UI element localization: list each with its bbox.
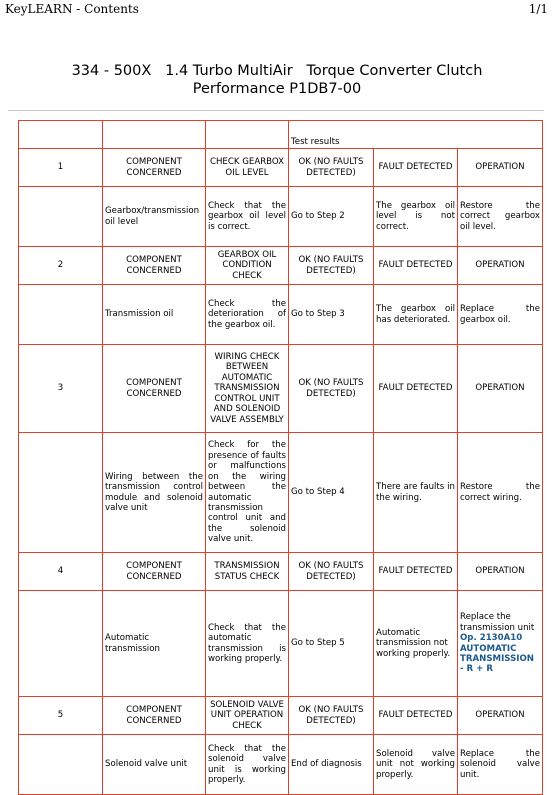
check-title: CHECK GEARBOX OIL LEVEL — [206, 149, 289, 187]
operation-label: OPERATION — [458, 149, 543, 187]
step-number: 2 — [19, 247, 103, 285]
operation-label: OPERATION — [458, 247, 543, 285]
detail-cell-empty — [19, 187, 103, 247]
component-concerned-label: COMPONENT CONCERNED — [103, 553, 206, 591]
header-cell-empty — [206, 121, 289, 149]
ok-label: OK (NO FAULTS DETECTED) — [289, 247, 374, 285]
component-name: Solenoid valve unit — [103, 735, 206, 795]
operation-description: Replace the solenoid valve unit. — [458, 735, 543, 795]
component-concerned-label: COMPONENT CONCERNED — [103, 345, 206, 433]
fault-description: There are faults in the wiring. — [374, 433, 458, 553]
window-title-bar — [0, 0, 554, 18]
header-cell-empty — [19, 121, 103, 149]
detail-cell-empty — [19, 591, 103, 697]
operation-label: OPERATION — [458, 345, 543, 433]
step-header-row — [19, 553, 543, 591]
component-name: Automatic transmission — [103, 591, 206, 697]
ok-action: Go to Step 4 — [289, 433, 374, 553]
fault-label: FAULT DETECTED — [374, 697, 458, 735]
check-title: SOLENOID VALVE UNIT OPERATION CHECK — [206, 697, 289, 735]
diagnostic-steps-table — [18, 120, 543, 795]
operation-label: OPERATION — [458, 553, 543, 591]
step-number: 5 — [19, 697, 103, 735]
step-header-row — [19, 697, 543, 735]
ok-label: OK (NO FAULTS DETECTED) — [289, 697, 374, 735]
ok-label: OK (NO FAULTS DETECTED) — [289, 149, 374, 187]
operation-description: Restore the correct gearbox oil level. — [458, 187, 543, 247]
step-detail-row — [19, 187, 543, 247]
check-title: GEARBOX OIL CONDITION CHECK — [206, 247, 289, 285]
operation-cell — [458, 591, 543, 697]
table-header-row — [19, 121, 543, 149]
operation-description: Restore the correct wiring. — [458, 433, 543, 553]
fault-description: Automatic transmission not working properly. — [374, 591, 458, 697]
step-number: 3 — [19, 345, 103, 433]
step-detail-row — [19, 433, 543, 553]
check-description: Check for the presence of faults or malfunctions on the wiring between the automatic transmission control unit and the solenoid valve unit. — [206, 433, 289, 553]
check-description: Check that the automatic transmission is working properly. — [206, 591, 289, 697]
detail-cell-empty — [19, 285, 103, 345]
component-concerned-label: COMPONENT CONCERNED — [103, 247, 206, 285]
step-number: 1 — [19, 149, 103, 187]
detail-cell-empty — [19, 735, 103, 795]
step-header-row — [19, 149, 543, 187]
step-header-row — [19, 247, 543, 285]
check-description: Check that the gearbox oil level is correct. — [206, 187, 289, 247]
page-counter: 1/1 — [528, 2, 548, 16]
header-cell-empty — [103, 121, 206, 149]
operation-reference-link[interactable]: Op. 2130A10 AUTOMATIC TRANSMISSION - R + R — [460, 633, 534, 675]
ok-action: Go to Step 2 — [289, 187, 374, 247]
fault-label: FAULT DETECTED — [374, 149, 458, 187]
app-title: KeyLEARN - Contents — [5, 2, 139, 16]
step-detail-row — [19, 735, 543, 795]
ok-action: Go to Step 3 — [289, 285, 374, 345]
fault-label: FAULT DETECTED — [374, 345, 458, 433]
component-concerned-label: COMPONENT CONCERNED — [103, 149, 206, 187]
operation-description: Replace the gearbox oil. — [458, 285, 543, 345]
component-name: Transmission oil — [103, 285, 206, 345]
operation-description: Replace the transmission unit — [460, 612, 535, 633]
check-description: Check that the solenoid valve unit is working properly. — [206, 735, 289, 795]
fault-label: FAULT DETECTED — [374, 553, 458, 591]
check-description: Check the deterioration of the gearbox oil. — [206, 285, 289, 345]
step-number: 4 — [19, 553, 103, 591]
fault-description: The gearbox oil has deteriorated. — [374, 285, 458, 345]
check-title: TRANSMISSION STATUS CHECK — [206, 553, 289, 591]
title-line-2: Performance P1DB7-00 — [192, 81, 362, 97]
title-divider — [8, 110, 544, 111]
component-concerned-label: COMPONENT CONCERNED — [103, 697, 206, 735]
title-line-1: 334 - 500X 1.4 Turbo MultiAir Torque Converter Clutch — [71, 63, 483, 79]
fault-label: FAULT DETECTED — [374, 247, 458, 285]
document-title — [0, 62, 554, 98]
operation-label: OPERATION — [458, 697, 543, 735]
ok-label: OK (NO FAULTS DETECTED) — [289, 345, 374, 433]
fault-description: The gearbox oil level is not correct. — [374, 187, 458, 247]
step-detail-row — [19, 285, 543, 345]
step-detail-row — [19, 591, 543, 697]
fault-description: Solenoid valve unit not working properly. — [374, 735, 458, 795]
component-name: Gearbox/transmission oil level — [103, 187, 206, 247]
detail-cell-empty — [19, 433, 103, 553]
test-results-label: Test results — [289, 121, 543, 149]
step-header-row — [19, 345, 543, 433]
ok-action: End of diagnosis — [289, 735, 374, 795]
ok-action: Go to Step 5 — [289, 591, 374, 697]
check-title: WIRING CHECK BETWEEN AUTOMATIC TRANSMISSION CONTROL UNIT AND SOLENOID VALVE ASSEMBLY — [206, 345, 289, 433]
component-name: Wiring between the transmission control module and solenoid valve unit — [103, 433, 206, 553]
ok-label: OK (NO FAULTS DETECTED) — [289, 553, 374, 591]
